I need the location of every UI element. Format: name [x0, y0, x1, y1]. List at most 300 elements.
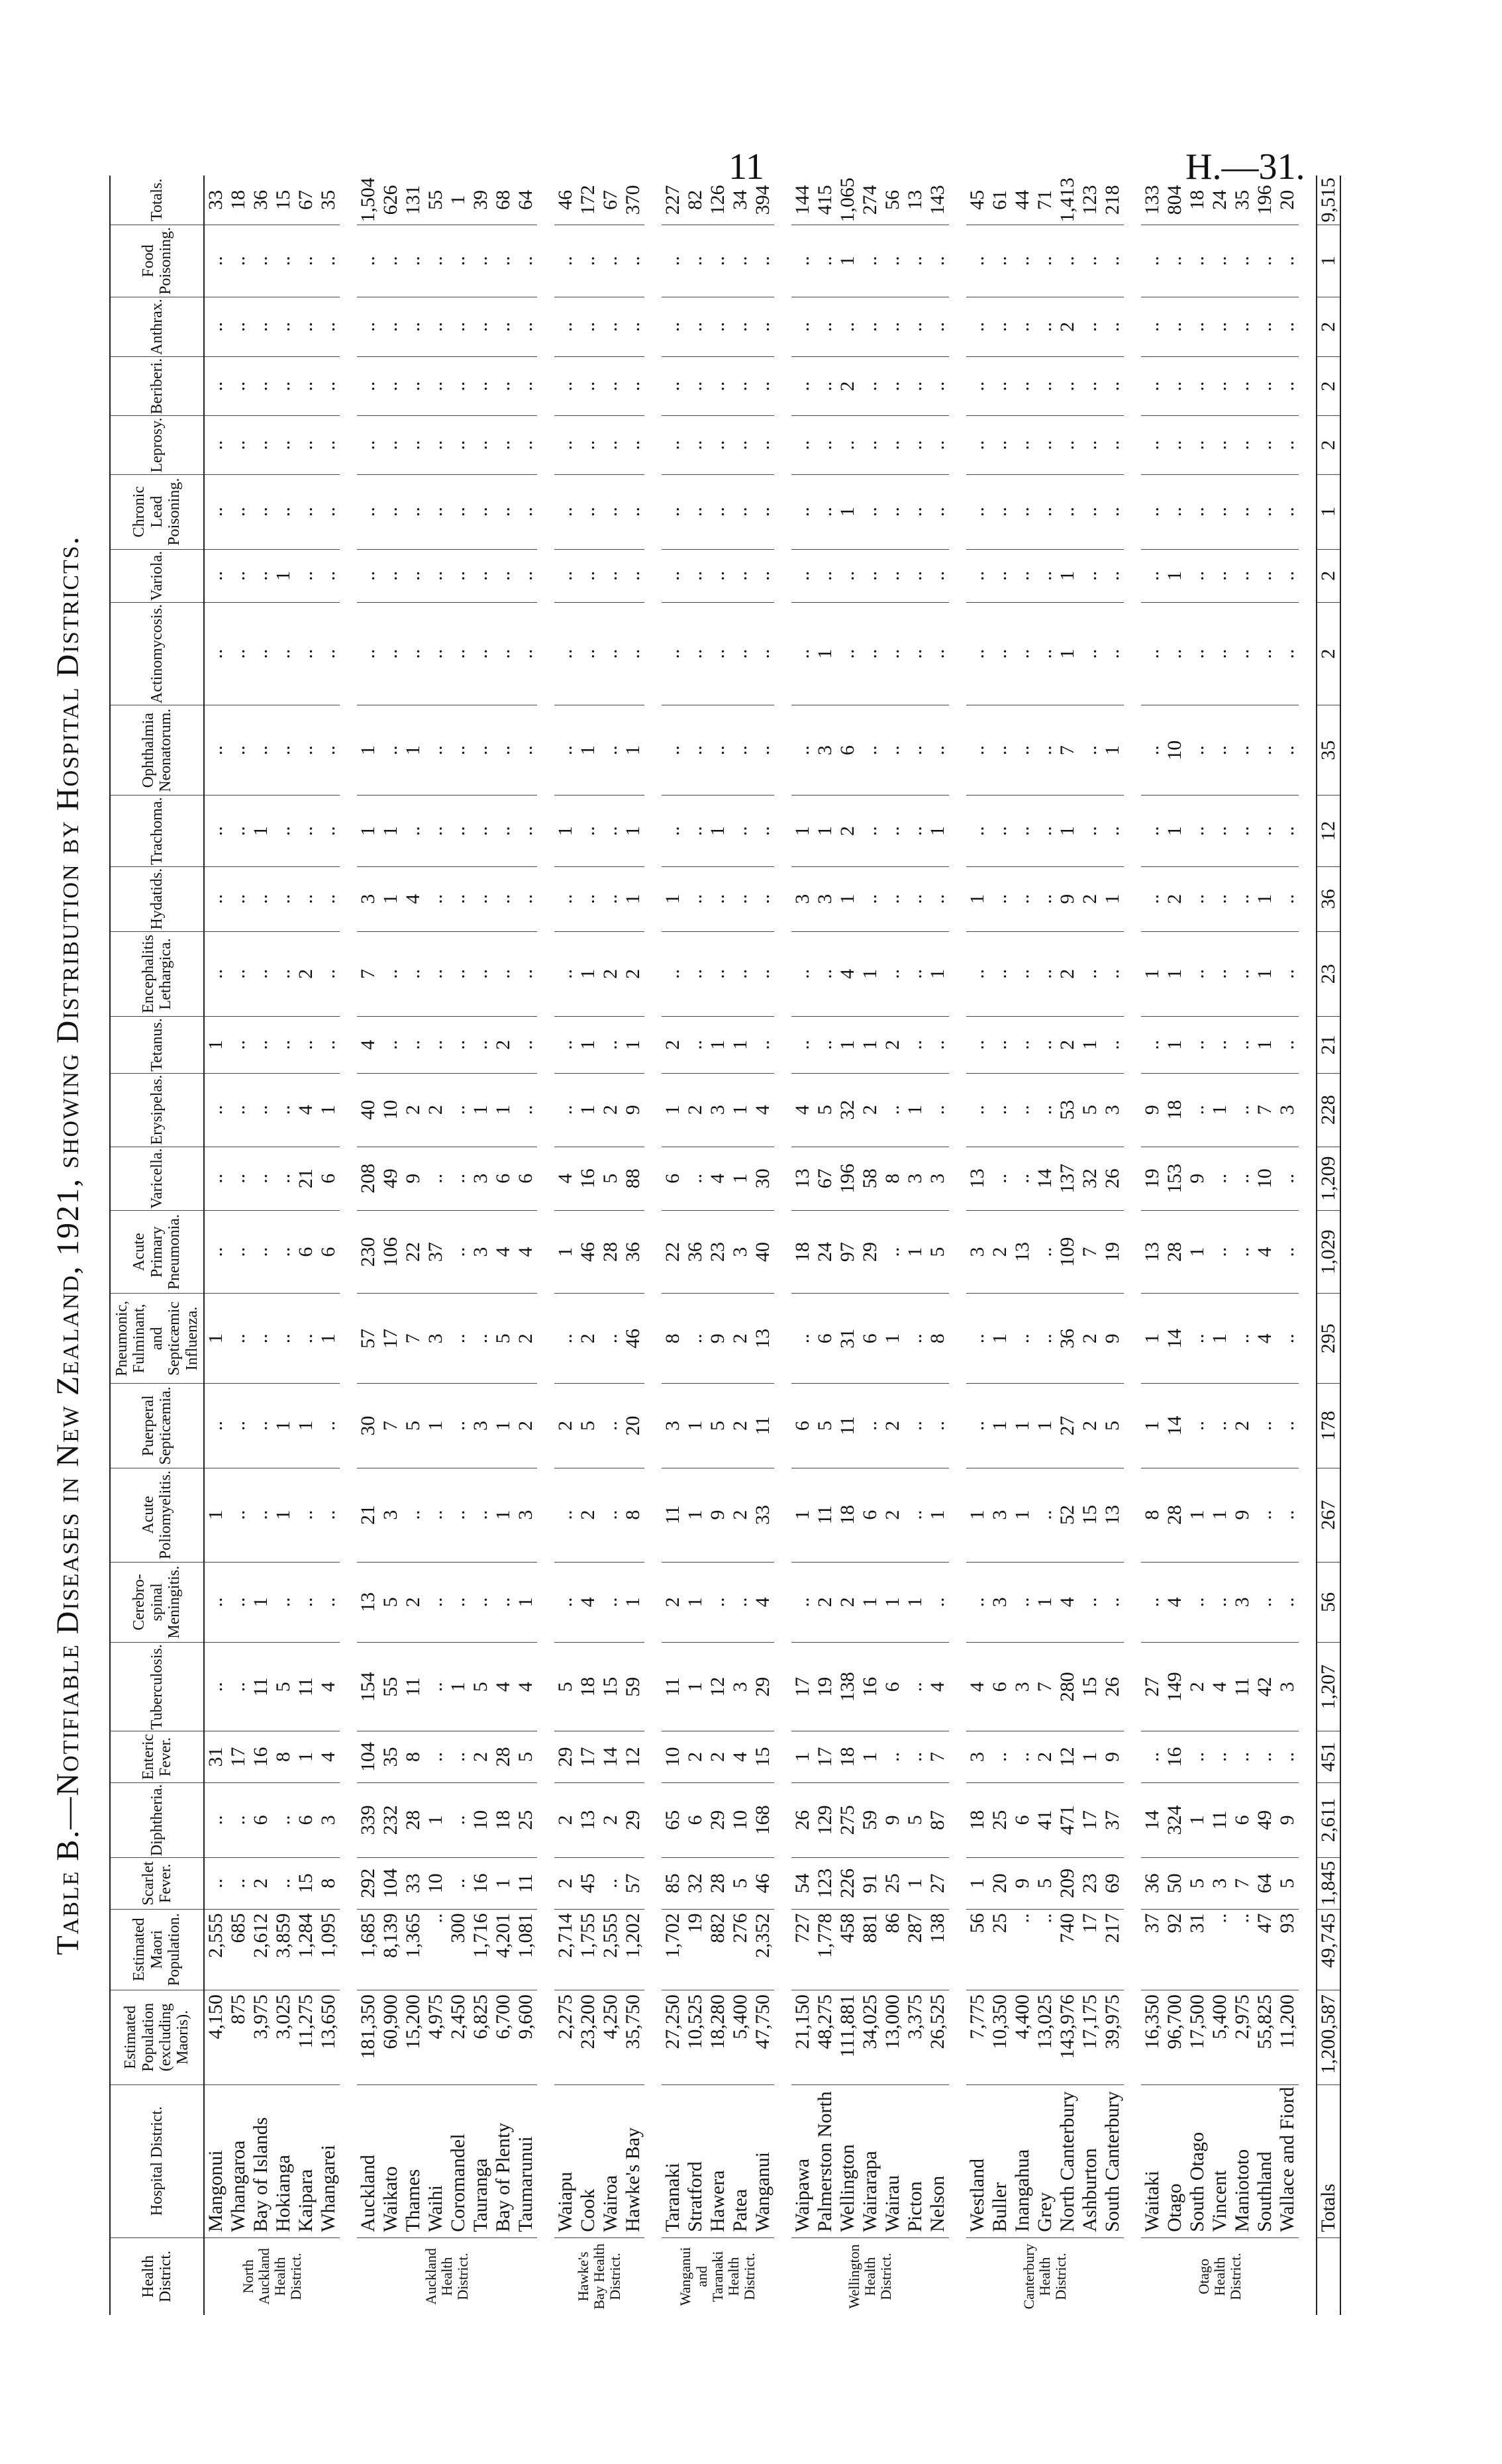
table-cell: ..	[599, 1384, 622, 1468]
table-cell: 13	[966, 1147, 989, 1210]
table-cell: ..	[227, 705, 250, 796]
table-cell: 227	[662, 176, 684, 225]
column-header: Totals.	[110, 176, 204, 225]
table-cell: 9	[1101, 1294, 1124, 1384]
table-cell: 44	[1011, 176, 1034, 225]
table-cell: 85	[662, 1858, 684, 1909]
table-cell: 3	[966, 1731, 989, 1782]
table-cell: ..	[1141, 297, 1164, 357]
table-cell: 1	[295, 1731, 317, 1782]
table-cell: ..	[425, 1643, 447, 1731]
table-cell: ..	[227, 225, 250, 297]
table-cell: 1	[1254, 931, 1276, 1017]
table-cell: ..	[554, 356, 577, 416]
total-cell: 12	[1317, 796, 1340, 866]
table-cell: 5	[379, 1562, 402, 1643]
table-cell: 6,700	[492, 1990, 515, 2085]
table-cell: ..	[926, 474, 949, 549]
table-cell: ..	[554, 1468, 577, 1562]
table-cell: 36	[622, 1210, 644, 1294]
table-cell: ..	[204, 1384, 227, 1468]
table-cell: ..	[1231, 297, 1254, 357]
table-cell: ..	[729, 549, 752, 602]
table-cell: 1	[357, 705, 379, 796]
table-cell: 1,202	[622, 1909, 644, 1990]
table-cell: ..	[881, 1210, 904, 1294]
table-cell: 55,825	[1254, 1990, 1276, 2085]
table-cell: 339	[357, 1782, 379, 1858]
table-cell: ..	[272, 931, 295, 1017]
table-cell: ..	[515, 416, 537, 474]
table-cell: ..	[447, 866, 470, 931]
table-cell: 28	[1164, 1210, 1186, 1294]
table-cell: 13,000	[881, 1990, 904, 2085]
table-cell: 153	[1164, 1147, 1186, 1210]
table-cell: ..	[1209, 796, 1231, 866]
table-cell: ..	[447, 1468, 470, 1562]
column-header: Hospital District.	[110, 2084, 204, 2237]
column-header: Food Poisoning.	[110, 225, 204, 297]
table-cell: 30	[752, 1147, 774, 1210]
table-cell: 137	[1056, 1147, 1079, 1210]
header-row	[110, 176, 204, 2315]
table-cell: ..	[904, 416, 926, 474]
table-cell: 5,400	[729, 1990, 752, 2085]
table-cell: ..	[599, 866, 622, 931]
table-cell: ..	[295, 356, 317, 416]
table-cell: 93	[1276, 1909, 1299, 1990]
table-cell: 2	[1079, 1294, 1101, 1384]
table-cell: ..	[729, 225, 752, 297]
total-cell: 1,845	[1317, 1858, 1340, 1909]
table-cell: ..	[447, 796, 470, 866]
table-cell: ..	[402, 1017, 425, 1073]
table-cell: 24	[814, 1210, 836, 1294]
table-cell: ..	[1186, 549, 1209, 602]
table-cell: 1	[1011, 1468, 1034, 1562]
table-cell: 1,284	[295, 1909, 317, 1990]
table-cell: ..	[926, 866, 949, 931]
table-cell: ..	[295, 1017, 317, 1073]
table-cell: ..	[904, 297, 926, 357]
table-cell: ..	[425, 705, 447, 796]
table-cell: 196	[1254, 176, 1276, 225]
table-cell: 133	[1141, 176, 1164, 225]
table-cell: ..	[402, 416, 425, 474]
table-cell: 2	[729, 1384, 752, 1468]
table-cell: ..	[204, 356, 227, 416]
table-cell: 8	[1141, 1468, 1164, 1562]
table-cell: 1	[836, 1017, 859, 1073]
table-cell: 37	[1101, 1782, 1124, 1858]
table-cell: 111,881	[836, 1990, 859, 2085]
table-cell: 86	[881, 1909, 904, 1990]
table-cell: 7	[1034, 1643, 1056, 1731]
table-cell: ..	[1056, 416, 1079, 474]
table-cell: 6	[814, 1294, 836, 1384]
table-cell: ..	[1034, 356, 1056, 416]
table-cell: ..	[1164, 603, 1186, 705]
health-district-label: North Auckland Health District.	[204, 2237, 340, 2315]
table-cell: ..	[492, 796, 515, 866]
table-cell: ..	[1254, 225, 1276, 297]
total-cell: 1	[1317, 474, 1340, 549]
table-cell: ..	[447, 549, 470, 602]
table-cell: 2	[402, 1073, 425, 1147]
table-cell: 11,200	[1276, 1990, 1299, 2085]
table-cell: 300	[447, 1909, 470, 1990]
table-cell: 28	[599, 1210, 622, 1294]
table-cell: 59	[859, 1782, 881, 1858]
table-cell: 92	[1164, 1909, 1186, 1990]
table-cell: 3	[357, 866, 379, 931]
table-cell: ..	[1209, 1210, 1231, 1294]
table-cell: 55	[379, 1643, 402, 1731]
table-cell: ..	[250, 1147, 272, 1210]
table-cell: 20	[1276, 176, 1299, 225]
table-cell: 19	[814, 1643, 836, 1731]
table-cell: 16	[577, 1147, 599, 1210]
table-cell: 3	[926, 1147, 949, 1210]
table-cell: 60,900	[379, 1990, 402, 2085]
table-cell: 2	[492, 1017, 515, 1073]
table-cell: ..	[1034, 796, 1056, 866]
spacer-cell	[340, 176, 357, 2315]
table-cell: 18	[1164, 1073, 1186, 1147]
table-cell: 1	[814, 796, 836, 866]
table-cell: ..	[1186, 416, 1209, 474]
table-cell: 1	[926, 931, 949, 1017]
table-cell: 4	[402, 866, 425, 931]
table-cell: ..	[707, 866, 729, 931]
group-spacer	[340, 176, 357, 2315]
table-cell: 6	[515, 1147, 537, 1210]
table-cell: 18	[577, 1643, 599, 1731]
table-cell: 17	[1079, 1782, 1101, 1858]
table-row	[622, 176, 644, 2315]
hospital-district-name: Picton	[903, 2181, 926, 2232]
table-cell: 230	[357, 1210, 379, 1294]
table-cell: 10	[379, 1073, 402, 1147]
table-cell: ..	[622, 356, 644, 416]
table-cell: ..	[1011, 416, 1034, 474]
table-cell: 29	[622, 1782, 644, 1858]
table-cell: ..	[577, 796, 599, 866]
table-cell: 97	[836, 1210, 859, 1294]
table-cell: ..	[662, 416, 684, 474]
column-header: Acute Primary Pneumonia.	[110, 1210, 204, 1294]
table-cell: ..	[836, 549, 859, 602]
table-cell: 4	[791, 1073, 814, 1147]
table-cell: ..	[1276, 603, 1299, 705]
table-cell: ..	[272, 1017, 295, 1073]
table-cell: ..	[707, 1562, 729, 1643]
table-cell: 26	[1101, 1147, 1124, 1210]
total-cell: 1,207	[1317, 1643, 1340, 1731]
table-cell: 8	[662, 1294, 684, 1384]
table-cell: 49	[379, 1147, 402, 1210]
table-cell: ..	[470, 474, 492, 549]
table-cell: 2	[662, 1562, 684, 1643]
table-cell: ..	[447, 416, 470, 474]
table-cell: 9	[1186, 1147, 1209, 1210]
table-cell: 1	[622, 1562, 644, 1643]
table-cell: 20	[989, 1858, 1011, 1909]
column-header: Cerebro-spinal Meningitis.	[110, 1562, 204, 1643]
table-cell: 29	[707, 1782, 729, 1858]
table-cell: 217	[1101, 1909, 1124, 1990]
hospital-district-name: Whangaroa	[226, 2140, 249, 2232]
table-cell: ..	[492, 705, 515, 796]
table-cell: ..	[272, 1210, 295, 1294]
table-cell: 4	[707, 1147, 729, 1210]
table-cell: ..	[989, 1073, 1011, 1147]
table-cell: ..	[904, 1643, 926, 1731]
spacer-cell	[1299, 176, 1317, 2315]
column-header: Encephalitis Lethargica.	[110, 931, 204, 1017]
table-cell: 9	[1231, 1468, 1254, 1562]
table-cell: ..	[1276, 416, 1299, 474]
table-cell: 13	[1141, 1210, 1164, 1294]
table-cell: 54	[791, 1858, 814, 1909]
total-cell: 23	[1317, 931, 1340, 1017]
table-cell: ..	[554, 416, 577, 474]
table-cell: ..	[1254, 356, 1276, 416]
table-cell: ..	[1186, 225, 1209, 297]
total-cell: 49,745	[1317, 1909, 1340, 1990]
table-cell: 458	[836, 1909, 859, 1990]
table-cell: ..	[470, 356, 492, 416]
table-cell: 1	[966, 866, 989, 931]
totals-row	[1317, 176, 1340, 2315]
table-cell: 2	[836, 356, 859, 416]
table-cell: ..	[1209, 297, 1231, 357]
table-cell: ..	[707, 474, 729, 549]
table-cell: ..	[881, 297, 904, 357]
table-cell: ..	[425, 1731, 447, 1782]
table-cell: 1	[662, 1073, 684, 1147]
table-cell: 2	[470, 1731, 492, 1782]
table-cell: 1	[577, 705, 599, 796]
table-cell: 1	[425, 1384, 447, 1468]
table-cell: ..	[599, 297, 622, 357]
table-cell: 2,450	[447, 1990, 470, 2085]
table-cell: 2	[1056, 297, 1079, 357]
hospital-district-name: Wairau	[881, 2175, 903, 2232]
table-cell: 91	[859, 1858, 881, 1909]
table-cell: ..	[554, 225, 577, 297]
table-cell: ..	[470, 705, 492, 796]
table-cell: ..	[515, 931, 537, 1017]
table-cell: 13,025	[1034, 1990, 1056, 2085]
hospital-district-name: Otago	[1163, 2183, 1185, 2232]
table-cell: 626	[379, 176, 402, 225]
table-cell: 4	[317, 1643, 340, 1731]
table-cell: 1	[204, 1017, 227, 1073]
table-cell: 12	[707, 1643, 729, 1731]
table-cell: ..	[425, 225, 447, 297]
table-cell: ..	[1254, 705, 1276, 796]
table-cell: ..	[1276, 1468, 1299, 1562]
table-cell: 21,150	[791, 1990, 814, 2085]
column-header: Scarlet Fever.	[110, 1858, 204, 1909]
table-cell: ..	[250, 1017, 272, 1073]
table-cell: ..	[684, 796, 707, 866]
table-cell: ..	[227, 1468, 250, 1562]
table-cell: ..	[227, 1210, 250, 1294]
total-cell: 9,515	[1317, 176, 1340, 225]
table-row	[379, 176, 402, 2315]
table-cell: 1	[1101, 866, 1124, 931]
table-cell: ..	[515, 705, 537, 796]
table-cell: ..	[1186, 297, 1209, 357]
table-cell: ..	[1186, 796, 1209, 866]
table-cell: ..	[1164, 225, 1186, 297]
table-cell: 1	[447, 1643, 470, 1731]
table-cell: ..	[470, 796, 492, 866]
table-cell: 28	[1164, 1468, 1186, 1562]
table-cell: 2	[425, 1073, 447, 1147]
table-cell: ..	[515, 225, 537, 297]
table-cell: 11	[515, 1858, 537, 1909]
table-cell: 2	[577, 1294, 599, 1384]
table-row	[402, 176, 425, 2315]
table-cell: ..	[1034, 416, 1056, 474]
table-cell: 4	[492, 1210, 515, 1294]
table-cell: ..	[272, 356, 295, 416]
table-cell: ..	[814, 297, 836, 357]
table-cell: ..	[554, 866, 577, 931]
table-cell: 47	[1254, 1909, 1276, 1990]
table-cell: ..	[295, 796, 317, 866]
table-cell: 15	[1079, 1468, 1101, 1562]
table-cell: 96,700	[1164, 1990, 1186, 2085]
column-header: Tetanus.	[110, 1017, 204, 1073]
hospital-district-name: Kaipara	[294, 2169, 317, 2232]
table-cell: ..	[492, 474, 515, 549]
table-cell: ..	[379, 356, 402, 416]
table-cell: ..	[859, 297, 881, 357]
table-cell: ..	[1101, 297, 1124, 357]
table-row	[1141, 176, 1164, 2315]
table-cell: 143,976	[1056, 1990, 1079, 2085]
table-cell: 19	[684, 1909, 707, 1990]
table-cell: ..	[881, 866, 904, 931]
table-cell: 1	[966, 1858, 989, 1909]
table-cell: ..	[1276, 297, 1299, 357]
table-cell: 6	[859, 1468, 881, 1562]
table-cell: 1	[859, 1562, 881, 1643]
hospital-district-name: Waikato	[379, 2166, 401, 2232]
table-cell: ..	[1254, 1468, 1276, 1562]
table-cell: 2	[577, 1468, 599, 1562]
table-cell: 5	[1034, 1858, 1056, 1909]
table-cell: 3	[470, 1210, 492, 1294]
table-cell: 36	[684, 1210, 707, 1294]
table-cell: ..	[1079, 603, 1101, 705]
total-cell: 228	[1317, 1073, 1340, 1147]
table-cell: ..	[447, 356, 470, 416]
table-cell: 2	[989, 1210, 1011, 1294]
table-cell: 5	[1186, 1858, 1209, 1909]
table-cell: ..	[1276, 1731, 1299, 1782]
table-cell: 35	[317, 176, 340, 225]
table-cell: 32	[684, 1858, 707, 1909]
table-cell: 15	[752, 1731, 774, 1782]
table-cell: 34,025	[859, 1990, 881, 2085]
spacer-cell	[537, 176, 554, 2315]
table-cell: ..	[1231, 1909, 1254, 1990]
table-cell: ..	[447, 1562, 470, 1643]
table-cell: ..	[492, 356, 515, 416]
table-cell: 3	[662, 1384, 684, 1468]
table-cell: ..	[317, 1384, 340, 1468]
table-cell: 4	[1056, 1562, 1079, 1643]
table-cell: ..	[402, 549, 425, 602]
table-cell: ..	[904, 1384, 926, 1468]
table-cell: 1	[554, 1210, 577, 1294]
table-cell: ..	[814, 356, 836, 416]
hospital-district-name: South Otago	[1185, 2131, 1208, 2232]
table-cell: 5	[814, 1384, 836, 1468]
table-cell: 2	[836, 1562, 859, 1643]
table-cell: 4	[1209, 1643, 1231, 1731]
table-cell: 13	[577, 1782, 599, 1858]
table-cell: 13	[1011, 1210, 1034, 1294]
table-cell: ..	[577, 356, 599, 416]
table-cell: 4	[752, 1562, 774, 1643]
table-cell: ..	[752, 796, 774, 866]
table-cell: ..	[684, 416, 707, 474]
hospital-district-name: Wallace and Fiord	[1276, 2086, 1298, 2232]
table-cell: ..	[1231, 549, 1254, 602]
table-cell: ..	[791, 474, 814, 549]
table-cell: 34	[729, 176, 752, 225]
table-cell: ..	[904, 225, 926, 297]
table-cell: 1,095	[317, 1909, 340, 1990]
hospital-district-name: Wanganui	[751, 2151, 774, 2232]
table-cell: 8,139	[379, 1909, 402, 1990]
table-cell: ..	[1141, 603, 1164, 705]
table-cell: ..	[227, 549, 250, 602]
table-cell: ..	[295, 225, 317, 297]
total-cell: 1,029	[1317, 1210, 1340, 1294]
table-cell: ..	[881, 1073, 904, 1147]
column-header: Health District.	[110, 2237, 204, 2315]
table-cell: 6	[1011, 1782, 1034, 1858]
table-cell: 9	[707, 1294, 729, 1384]
table-cell: 1	[662, 866, 684, 931]
table-cell: ..	[227, 474, 250, 549]
table-cell: 41	[1034, 1782, 1056, 1858]
table-cell: 143	[926, 176, 949, 225]
table-cell: ..	[272, 1073, 295, 1147]
table-cell: ..	[357, 603, 379, 705]
table-cell: 1,365	[402, 1909, 425, 1990]
table-cell: 370	[622, 176, 644, 225]
table-cell: 4	[317, 1731, 340, 1782]
table-cell: ..	[1254, 1562, 1276, 1643]
table-cell: ..	[1011, 474, 1034, 549]
table-cell: 6	[317, 1210, 340, 1294]
table-cell: ..	[492, 1562, 515, 1643]
table-cell: 1	[791, 1468, 814, 1562]
table-cell: 25	[515, 1782, 537, 1858]
table-cell: 1	[707, 1017, 729, 1073]
table-cell: 1,702	[662, 1909, 684, 1990]
table-cell: ..	[966, 225, 989, 297]
table-cell: 9	[1056, 866, 1079, 931]
